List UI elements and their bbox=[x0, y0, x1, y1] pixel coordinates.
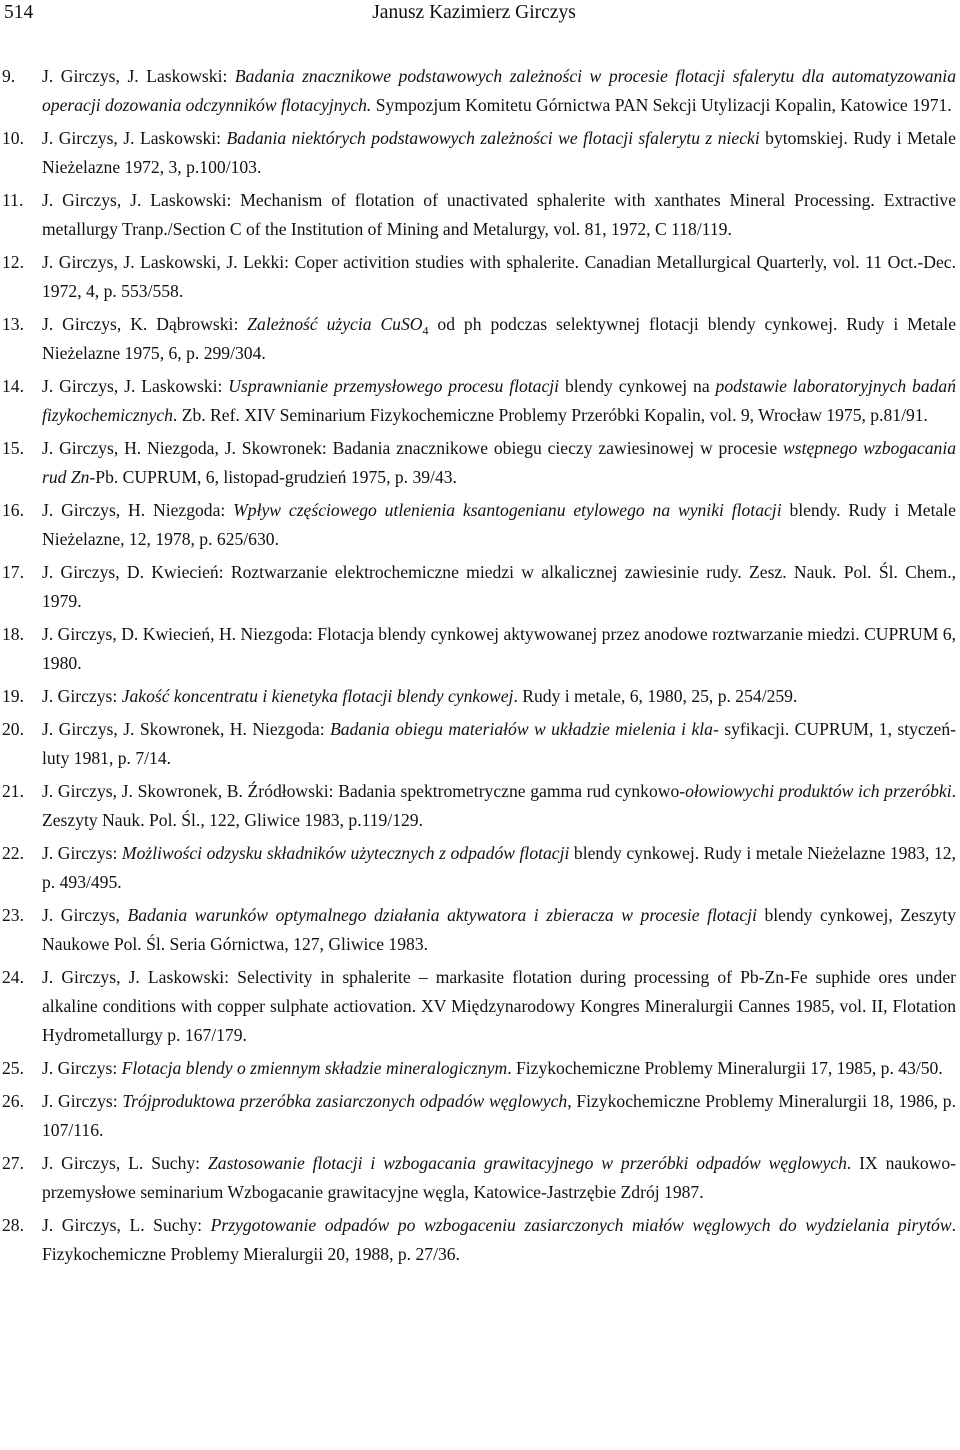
reference-item bbox=[0, 372, 956, 430]
reference-title-text: podstawie laboratoryjnych badań fizykochemicznych bbox=[42, 376, 957, 425]
reference-number: 10. bbox=[2, 128, 24, 148]
reference-text: J. Girczys, L. Suchy: bbox=[42, 1215, 211, 1235]
reference-number: 17. bbox=[2, 562, 24, 582]
reference-item bbox=[0, 558, 956, 616]
reference-text: J. Girczys, J. Laskowski: bbox=[42, 376, 229, 396]
reference-item bbox=[0, 901, 956, 959]
reference-text: J. Girczys, H. Niezgoda, J. Skowronek: Badania znacznikowe obiegu cieczy zawiesinowej w procesie bbox=[42, 438, 784, 458]
reference-text: J. Girczys, J. Skowronek, H. Niezgoda: bbox=[42, 719, 331, 739]
reference-title-text: Badania niektórych podstawowych zależności we flotacji sfalerytu z niecki bbox=[226, 128, 760, 148]
reference-number: 25. bbox=[2, 1058, 24, 1078]
reference-number: 27. bbox=[2, 1153, 24, 1173]
reference-title-text: Zależność użycia CuSO bbox=[247, 314, 423, 334]
running-header bbox=[4, 0, 944, 26]
reference-text: . Zeszyty Nauk. Pol. Śl., 122, Gliwice 1983, p.119/129. bbox=[42, 781, 956, 830]
reference-item bbox=[0, 186, 956, 244]
reference-title-text: Flotacja blendy o zmiennym składzie mineralogicznym bbox=[121, 1058, 508, 1078]
reference-title-text: Możliwości odzysku składników użytecznych z odpadów flotacji bbox=[121, 843, 570, 863]
reference-number: 13. bbox=[2, 314, 24, 334]
reference-number: 14. bbox=[2, 376, 24, 396]
reference-text: J. Girczys, L. Suchy: bbox=[42, 1153, 208, 1173]
reference-title-text: Zastosowanie flotacji i wzbogacania grawitacyjnego w przeróbki odpadów węglowych bbox=[207, 1153, 847, 1173]
reference-text: J. Girczys: bbox=[42, 843, 122, 863]
reference-number: 11. bbox=[2, 190, 24, 210]
reference-text: , Fizykochemiczne Problemy Mineralurgii 18, 1986, p. 107/116. bbox=[42, 1091, 956, 1140]
reference-title-text: Badania znacznikowe podstawowych zależności w procesie flotacji sfalerytu dla automatyzowania operacji dozowania odczynników flotacyjnych. bbox=[42, 66, 956, 115]
reference-text: . Fizykochemiczne Problemy Mineralurgii 17, 1985, p. 43/50. bbox=[507, 1058, 943, 1078]
reference-item bbox=[0, 62, 956, 120]
page-number: 514 bbox=[4, 2, 34, 23]
reference-number: 18. bbox=[2, 624, 24, 644]
reference-text: Sympozjum Komitetu Górnictwa PAN Sekcji Utylizacji Kopalin, Katowice 1971. bbox=[371, 95, 952, 115]
reference-text: . IX naukowo-przemysłowe seminarium Wzbogacanie grawitacyjne węgla, Katowice-Jastrzębie Zdrój 1987. bbox=[42, 1153, 956, 1202]
reference-title-text: Badania warunków optymalnego działania aktywatora i zbieracza w procesie flotacji bbox=[127, 905, 757, 925]
reference-text: . Rudy i metale, 6, 1980, 25, p. 254/259. bbox=[513, 686, 798, 706]
reference-title-text: ołowiowychi produktów ich przeróbki bbox=[685, 781, 952, 801]
reference-text: J. Girczys, J. Laskowski: Selectivity in sphalerite – markasite flotation during processing of Pb-Zn-Fe suphide ores under alkaline conditions with copper sulphate actiovation. XV Międzynarodowy Kongres Mineralurgii Cannes 1985, vol. II, Flotation Hydrometallurgy p. 167/179. bbox=[42, 967, 956, 1045]
reference-title-text: Trójproduktowa przeróbka zasiarczonych odpadów węglowych bbox=[122, 1091, 568, 1111]
reference-number: 21. bbox=[2, 781, 24, 801]
reference-text: J. Girczys: bbox=[42, 1058, 122, 1078]
reference-item bbox=[0, 496, 956, 554]
reference-item bbox=[0, 434, 956, 492]
reference-item bbox=[0, 248, 956, 306]
reference-item bbox=[0, 777, 956, 835]
reference-item bbox=[0, 1211, 956, 1269]
reference-text: J. Girczys, J. Skowronek, B. Źródłowski: Badania spektrometryczne gamma rud cynkowo- bbox=[42, 781, 686, 801]
reference-title-text: Przygotowanie odpadów po wzbogaceniu zasiarczonych miałów węglowych do wydzielania pirytów bbox=[210, 1215, 952, 1235]
reference-number: 28. bbox=[2, 1215, 24, 1235]
reference-item bbox=[0, 310, 956, 368]
reference-text: J. Girczys, H. Niezgoda: bbox=[42, 500, 234, 520]
reference-text: J. Girczys: bbox=[42, 686, 122, 706]
reference-text: . Zb. Ref. XIV Seminarium Fizykochemiczne Problemy Przeróbki Kopalin, vol. 9, Wrocław 1975, p.81/91. bbox=[172, 405, 928, 425]
running-header-author: Janusz Kazimierz Girczys bbox=[372, 2, 576, 23]
reference-list bbox=[0, 62, 956, 1273]
reference-number: 12. bbox=[2, 252, 24, 272]
reference-item bbox=[0, 839, 956, 897]
reference-text: -Pb. CUPRUM, 6, listopad-grudzień 1975, p. 39/43. bbox=[89, 467, 457, 487]
reference-text: J. Girczys: bbox=[42, 1091, 123, 1111]
reference-number: 19. bbox=[2, 686, 24, 706]
reference-text: J. Girczys, J. Laskowski, J. Lekki: Coper activition studies with sphalerite. Canadian Metallurgical Quarterly, vol. 11 Oct.-Dec. 1972, 4, p. 553/558. bbox=[42, 252, 956, 301]
reference-number: 26. bbox=[2, 1091, 24, 1111]
reference-text: od ph podczas selektywnej flotacji blendy cynkowej. Rudy i Metale Nieżelazne 1975, 6, p. 299/304. bbox=[42, 314, 956, 363]
reference-text: J. Girczys, D. Kwiecień: Roztwarzanie elektrochemiczne miedzi w alkalicznej zawiesinie rudy. Zesz. Nauk. Pol. Śl. Chem., 1979. bbox=[42, 562, 956, 611]
reference-item bbox=[0, 1087, 956, 1145]
reference-item bbox=[0, 1149, 956, 1207]
reference-text: blendy cynkowej. Rudy i metale Nieżelazne 1983, 12, p. 493/495. bbox=[42, 843, 956, 892]
reference-text: bytomskiej. Rudy i Metale Nieżelazne 1972, 3, p.100/103. bbox=[42, 128, 956, 177]
reference-number: 23. bbox=[2, 905, 24, 925]
reference-title-text: Jakość koncentratu i kienetyka flotacji blendy cynkowej bbox=[121, 686, 514, 706]
reference-text: . Fizykochemiczne Problemy Mieralurgii 20, 1988, p. 27/36. bbox=[42, 1215, 956, 1264]
reference-number: 20. bbox=[2, 719, 24, 739]
reference-number: 24. bbox=[2, 967, 24, 987]
reference-item bbox=[0, 715, 956, 773]
reference-text: syfikacji. CUPRUM, 1, styczeń-luty 1981, p. 7/14. bbox=[42, 719, 956, 768]
reference-number: 15. bbox=[2, 438, 24, 458]
reference-number: 22. bbox=[2, 843, 24, 863]
reference-item bbox=[0, 620, 956, 678]
reference-item bbox=[0, 124, 956, 182]
reference-text: J. Girczys, D. Kwiecień, H. Niezgoda: Flotacja blendy cynkowej aktywowanej przez anodowe roztwarzanie miedzi. CUPRUM 6, 1980. bbox=[42, 624, 956, 673]
reference-text: J. Girczys, J. Laskowski: bbox=[42, 66, 235, 86]
reference-item bbox=[0, 682, 956, 711]
reference-text: blendy cynkowej na bbox=[559, 376, 716, 396]
reference-text: blendy. Rudy i Metale Nieżelazne, 12, 1978, p. 625/630. bbox=[42, 500, 956, 549]
reference-text: J. Girczys, J. Laskowski: bbox=[42, 128, 227, 148]
reference-text: J. Girczys, J. Laskowski: Mechanism of flotation of unactivated sphalerite with xanthates Mineral Processing. Extractive metallurgy Tranp./Section C of the Institution of Mining and Metalurgy, vol. 81, 1972, C 118/119. bbox=[42, 190, 956, 239]
reference-title-text: wstępnego wzbogacania rud Zn bbox=[42, 438, 957, 487]
reference-text: J. Girczys, K. Dąbrowski: bbox=[42, 314, 248, 334]
reference-text: blendy cynkowej, Zeszyty Naukowe Pol. Śl. Seria Górnictwa, 127, Gliwice 1983. bbox=[42, 905, 956, 954]
reference-number: 9. bbox=[2, 66, 16, 86]
reference-title-text: Badania obiegu materiałów w układzie mielenia i kla- bbox=[330, 719, 719, 739]
reference-title-text: Wpływ częściowego utlenienia ksantogenianu etylowego na wyniki flotacji bbox=[233, 500, 782, 520]
reference-text: J. Girczys, bbox=[42, 905, 128, 925]
reference-item bbox=[0, 963, 956, 1050]
reference-item bbox=[0, 1054, 956, 1083]
reference-subscript: 4 bbox=[422, 323, 429, 338]
reference-title-text: Usprawnianie przemysłowego procesu flotacji bbox=[228, 376, 560, 396]
reference-number: 16. bbox=[2, 500, 24, 520]
